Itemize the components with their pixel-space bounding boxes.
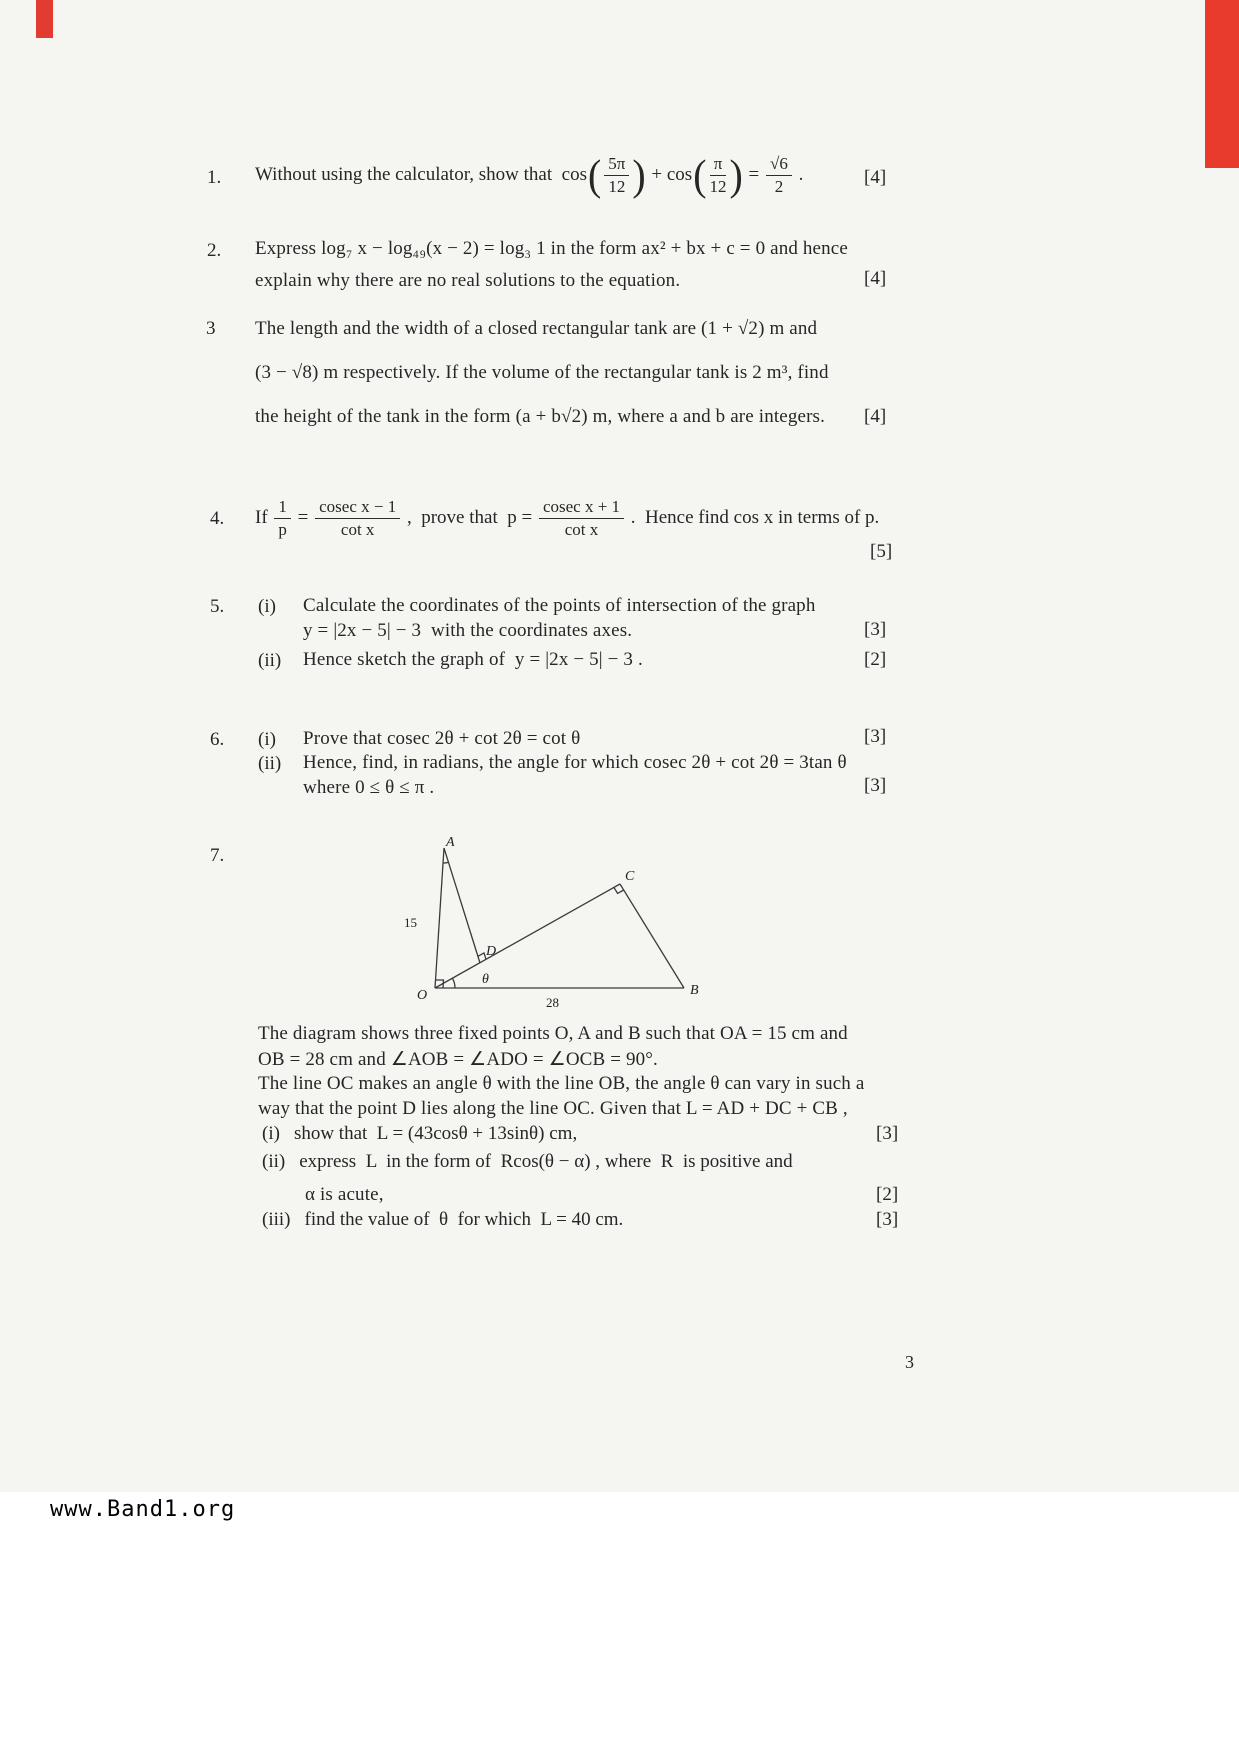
label-point-C: C (625, 869, 635, 884)
q7-part-iii-marks: [3] (876, 1209, 899, 1230)
q4-fraction-1-den: p (278, 519, 287, 539)
q2-marks: [4] (864, 268, 887, 289)
q6-number: 6. (210, 729, 225, 750)
scan-artifact-top-right (1205, 0, 1239, 168)
q4-fraction-3 (539, 497, 624, 539)
q7-part-ii-marks: [2] (876, 1184, 899, 1205)
q1-lead-text: Without using the calculator, show that (255, 164, 562, 185)
q7-diagram (398, 835, 718, 1025)
q1-fraction-2 (710, 154, 727, 196)
q7-part-i (262, 1123, 577, 1145)
angle-arc-A (443, 862, 449, 863)
q7-part-i-marks: [3] (876, 1123, 899, 1144)
q1-plus-sign: + (646, 164, 667, 185)
q5-part-i-line-2: y = |2x − 5| − 3 with the coordinates axes. (303, 620, 633, 641)
q3-line-3: the height of the tank in the form (a + b√2) m, where a and b are integers. (255, 406, 826, 427)
q3-marks: [4] (864, 406, 887, 427)
q4-middle-text: , prove that p = (402, 507, 537, 528)
q4-fraction-3-den: cot x (564, 519, 599, 539)
q1-marks: [4] (864, 167, 887, 188)
q2-number: 2. (207, 240, 222, 261)
q4-lead-text: If (255, 507, 273, 528)
page-number: 3 (905, 1352, 914, 1372)
q5-part-i-label: (i) (258, 596, 276, 617)
q7-part-ii-label: (ii) (262, 1151, 286, 1172)
q5-part-ii-marks: [2] (864, 649, 887, 670)
q7-paragraph-1-line-2: OB = 28 cm and ∠AOB = ∠ADO = ∠OCB = 90°. (258, 1049, 658, 1070)
q5-part-ii-label: (ii) (258, 650, 282, 671)
q3-line-1: The length and the width of a closed rectangular tank are (1 + √2) m and (255, 318, 818, 339)
line-CB (620, 884, 684, 988)
q6-part-ii-line-1: Hence, find, in radians, the angle for which cosec 2θ + cot 2θ = 3tan θ (303, 752, 847, 773)
q7-part-iii-line: find the value of θ for which L = 40 cm. (304, 1209, 624, 1230)
q7-paragraph-1-line-1: The diagram shows three fixed points O, A and B such that OA = 15 cm and (258, 1023, 848, 1044)
q7-number: 7. (210, 845, 225, 866)
q2-line-1: Express log₇ x − log₄₉(x − 2) = log₃ 1 in the form ax² + bx + c = 0 and hence (255, 238, 848, 259)
watermark-url: www.Band1.org (50, 1497, 236, 1522)
q1-fraction-2-den: 12 (709, 176, 727, 196)
label-point-O: O (417, 988, 428, 1003)
q1-fraction-3-den: 2 (774, 176, 784, 196)
q7-paragraph-2-line-2: way that the point D lies along the line OC. Given that L = AD + DC + CB , (258, 1098, 848, 1119)
label-angle-theta: θ (482, 972, 489, 987)
q1-fraction-1-den: 12 (608, 176, 626, 196)
q1-number: 1. (207, 167, 222, 188)
label-point-D: D (486, 944, 497, 959)
q2-line-2: explain why there are no real solutions to the equation. (255, 270, 681, 291)
q1-cos2: cos (666, 164, 693, 185)
q4-fraction-1-num: 1 (274, 497, 291, 519)
q7-part-iii-label: (iii) (262, 1209, 291, 1230)
q3-line-2: (3 − √8) m respectively. If the volume of the rectangular tank is 2 m³, find (255, 362, 829, 383)
q1-fraction-1 (604, 154, 629, 196)
q4-fraction-3-num: cosec x + 1 (539, 497, 624, 519)
q7-paragraph-2-line-1: The line OC makes an angle θ with the line OB, the angle θ can vary in such a (258, 1073, 865, 1094)
q1-cos1: cos (561, 164, 587, 185)
q4-tail-text: . Hence find cos x in terms of p. (626, 507, 880, 528)
q7-part-ii (262, 1151, 793, 1173)
q3-number: 3 (206, 318, 216, 339)
q5-number: 5. (210, 596, 225, 617)
q4-body (255, 490, 879, 546)
q7-part-i-label: (i) (262, 1123, 280, 1144)
q4-fraction-2-den: cot x (340, 519, 375, 539)
q6-part-ii-line-2: where 0 ≤ θ ≤ π . (303, 777, 435, 798)
q4-marks: [5] (870, 541, 893, 562)
line-AD (444, 848, 480, 963)
q1-fraction-3-num: √6 (766, 154, 792, 176)
q1-fraction-3 (766, 154, 792, 196)
q1-equals-sign: = (743, 164, 765, 185)
q5-part-ii-line: Hence sketch the graph of y = |2x − 5| − 3 . (303, 649, 643, 670)
q7-part-ii-line-2: α is acute, (305, 1184, 384, 1205)
label-length-OA: 15 (404, 915, 417, 930)
q4-fraction-1 (274, 497, 291, 539)
q7-part-ii-line-1: express L in the form of Rcos(θ − α) , where R is positive and (299, 1151, 793, 1172)
q4-number: 4. (210, 508, 225, 529)
q4-equals-sign-1: = (292, 507, 314, 528)
q6-part-i-marks: [3] (864, 726, 887, 747)
label-point-B: B (690, 983, 699, 998)
q7-part-i-line: show that L = (43cosθ + 13sinθ) cm, (293, 1123, 578, 1144)
q1-body: Without using the calculator, show that cos ( $\frac{5\pi}{12}$ ) + cos ( $\frac{\pi}{12}$ ) = $\frac{√6}{2}$ . (255, 149, 804, 200)
q1-fraction-1-num: 5π (604, 154, 629, 176)
label-length-OB: 28 (546, 995, 559, 1010)
line-OC (435, 884, 620, 988)
q1-period: . (793, 164, 804, 185)
theta-angle-arc-O (452, 978, 455, 988)
q6-part-i-label: (i) (258, 729, 276, 750)
q6-part-ii-marks: [3] (864, 775, 887, 796)
q6-part-ii-label: (ii) (258, 753, 282, 774)
label-point-A: A (446, 835, 455, 850)
q4-fraction-2 (315, 497, 400, 539)
q5-part-i-marks: [3] (864, 619, 887, 640)
q4-fraction-2-num: cosec x − 1 (315, 497, 400, 519)
line-OA (435, 848, 444, 988)
q7-part-iii (262, 1209, 623, 1231)
q1-fraction-2-num: π (710, 154, 727, 176)
q5-part-i-line-1: Calculate the coordinates of the points of intersection of the graph (303, 595, 816, 616)
q6-part-i-line: Prove that cosec 2θ + cot 2θ = cot θ (303, 728, 581, 749)
scan-artifact-top-left (36, 0, 53, 38)
